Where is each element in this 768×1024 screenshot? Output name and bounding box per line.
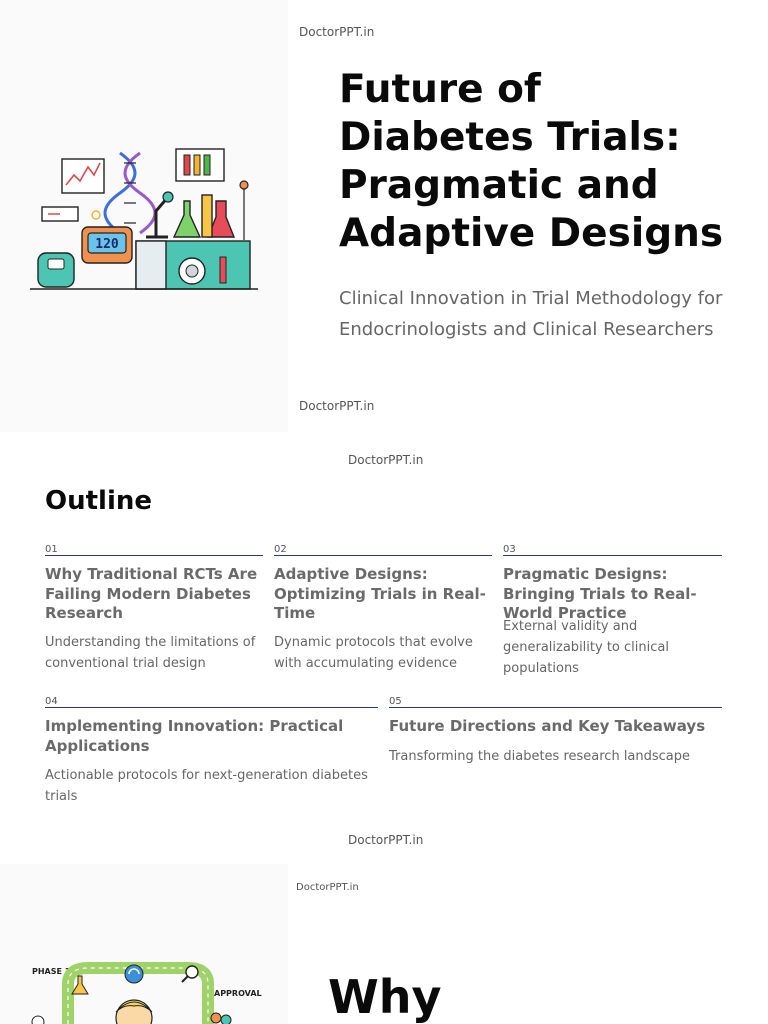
- outline-item-heading: Future Directions and Key Takeaways: [389, 717, 706, 735]
- slide-title: [0, 0, 768, 432]
- outline-item: [45, 696, 378, 807]
- illustration-panel: [0, 864, 288, 1024]
- outline-item-number: 05: [389, 696, 722, 708]
- outline-item-number: 03: [503, 544, 722, 556]
- outline-item-description: Dynamic protocols that evolve with accumulating evidence: [274, 634, 473, 671]
- slide-outline: [0, 432, 768, 864]
- illustration-panel: [0, 0, 288, 432]
- outline-item-heading: Why Traditional RCTs Are Failing Modern Diabetes Research: [45, 565, 258, 622]
- glucometer-reading: 120: [95, 237, 119, 252]
- slide-subtitle: Clinical Innovation in Trial Methodology for Endocrinologists and Clinical Researchers: [339, 288, 723, 340]
- outline-item-description: Understanding the limitations of conventional trial design: [45, 634, 256, 671]
- outline-item: [45, 544, 263, 674]
- outline-item-description: External validity and generalizability to clinical populations: [503, 618, 669, 676]
- outline-item: [274, 544, 492, 674]
- watermark: DoctorPPT.in: [299, 399, 375, 413]
- lab-equipment-illustration: [28, 145, 260, 295]
- outline-item: [503, 544, 722, 679]
- phase-label: PHASE 1: [32, 967, 71, 976]
- approval-label: APPROVAL: [214, 989, 262, 998]
- outline-item-description: Actionable protocols for next-generation diabetes trials: [45, 768, 368, 804]
- outline-item-number: 04: [45, 696, 378, 708]
- watermark: DoctorPPT.in: [299, 25, 375, 39]
- outline-item-description: Transforming the diabetes research landscape: [389, 748, 691, 764]
- slide-heading: Why: [328, 970, 442, 1024]
- outline-title: Outline: [45, 486, 153, 516]
- watermark: DoctorPPT.in: [348, 833, 424, 847]
- slide-why: [0, 864, 768, 1024]
- watermark: DoctorPPT.in: [348, 453, 424, 467]
- trial-phases-illustration: [28, 962, 268, 1024]
- outline-item-heading: Pragmatic Designs: Bringing Trials to Real-World Practice: [503, 565, 697, 622]
- outline-item: [389, 696, 722, 767]
- slide-title-heading: Future of Diabetes Trials: Pragmatic and Adaptive Designs: [339, 67, 724, 256]
- outline-item-heading: Implementing Innovation: Practical Applications: [45, 717, 344, 755]
- outline-item-heading: Adaptive Designs: Optimizing Trials in Real-Time: [274, 565, 486, 622]
- outline-item-number: 01: [45, 544, 263, 556]
- watermark: DoctorPPT.in: [296, 882, 359, 893]
- outline-item-number: 02: [274, 544, 492, 556]
